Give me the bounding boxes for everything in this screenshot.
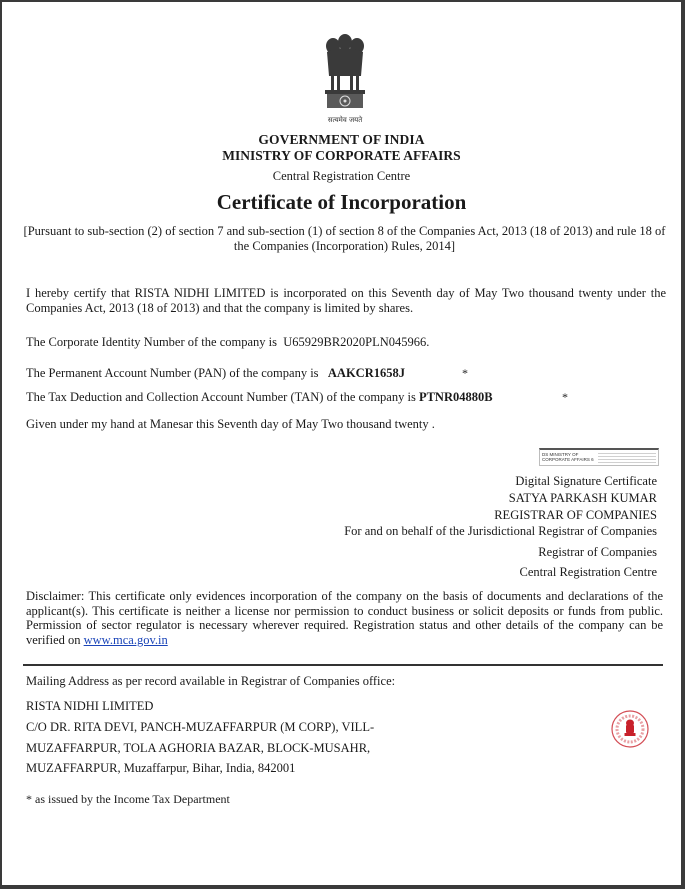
address-line: MUZAFFARPUR, TOLA AGHORIA BAZAR, BLOCK-MUSAHR, — [26, 741, 371, 755]
national-emblem-icon — [315, 30, 375, 126]
svg-text:सत्यमेव जयते: सत्यमेव जयते — [327, 116, 363, 124]
signatory-name: SATYA PARKASH KUMAR — [508, 491, 657, 505]
ds-stamp-details — [598, 453, 656, 465]
tan-label: The Tax Deduction and Collection Account Number (TAN) of the company is — [26, 390, 416, 404]
cin-label: The Corporate Identity Number of the company is — [26, 335, 277, 349]
mca-website-link[interactable]: www.mca.gov.in — [83, 632, 168, 647]
given-under-hand: Given under my hand at Manesar this Seventh day of May Two thousand twenty . — [26, 417, 435, 431]
section-divider — [23, 664, 663, 666]
mailing-address-heading: Mailing Address as per record available in Registrar of Companies office: — [26, 674, 396, 688]
signature-type: Digital Signature Certificate — [515, 474, 657, 488]
disclaimer-text: Disclaimer: This certificate only evidences incorporation of the company on the basis of documents and declarations of the applicant(s). This certificate is neither a license nor permission to conduct business or solicit deposits or funds from public. Permission of sector regulator is necessary wherever required. Registration status and other details of the company can be verified on — [26, 589, 663, 647]
tan-line — [26, 390, 493, 405]
pan-value: AAKCR1658J — [327, 366, 405, 380]
pan-asterisk: * — [462, 366, 468, 380]
pan-line — [26, 366, 405, 381]
signatory-title: REGISTRAR OF COMPANIES — [494, 508, 657, 522]
address-line: C/O DR. RITA DEVI, PANCH-MUZAFFARPUR (M CORP), VILL- — [26, 720, 375, 734]
tan-asterisk: * — [562, 390, 568, 404]
header-government: GOVERNMENT OF INDIA — [258, 132, 425, 147]
ministry-seal-icon — [610, 709, 650, 749]
pan-label: The Permanent Account Number (PAN) of the company is — [26, 366, 319, 380]
address-line: RISTA NIDHI LIMITED — [26, 699, 154, 713]
certification-statement: I hereby certify that RISTA NIDHI LIMITED is incorporated on this Seventh day of May Two thousand twenty under the Companies Act, 2013 (18 of 2013) and that the company is limited by shares. — [26, 286, 666, 315]
disclaimer — [26, 589, 663, 647]
page-title: Certificate of Incorporation — [216, 190, 467, 214]
cin-value: U65929BR2020PLN045966. — [283, 335, 430, 349]
registrar-label: Registrar of Companies — [538, 545, 657, 559]
tan-value: PTNR04880B — [418, 390, 493, 404]
address-line: MUZAFFARPUR, Muzaffarpur, Bihar, India, 842001 — [26, 761, 296, 775]
pursuant-clause: [Pursuant to sub-section (2) of section 7 and sub-section (1) of section 8 of the Companies Act, 2013 (18 of 2013) and rule 18 of the Companies (Incorporation) Rules, 2014] — [23, 224, 666, 253]
digital-signature-stamp[interactable] — [539, 448, 659, 466]
cin-line — [26, 335, 429, 350]
header-centre: Central Registration Centre — [272, 169, 411, 183]
registrar-centre: Central Registration Centre — [519, 565, 657, 579]
on-behalf-of: For and on behalf of the Jurisdictional Registrar of Companies — [344, 524, 657, 538]
footnote: * as issued by the Income Tax Department — [26, 792, 230, 806]
header-ministry: MINISTRY OF CORPORATE AFFAIRS — [222, 148, 461, 163]
ds-stamp-text: DS MINISTRY OF CORPORATE AFFAIRS 6 — [542, 452, 594, 462]
